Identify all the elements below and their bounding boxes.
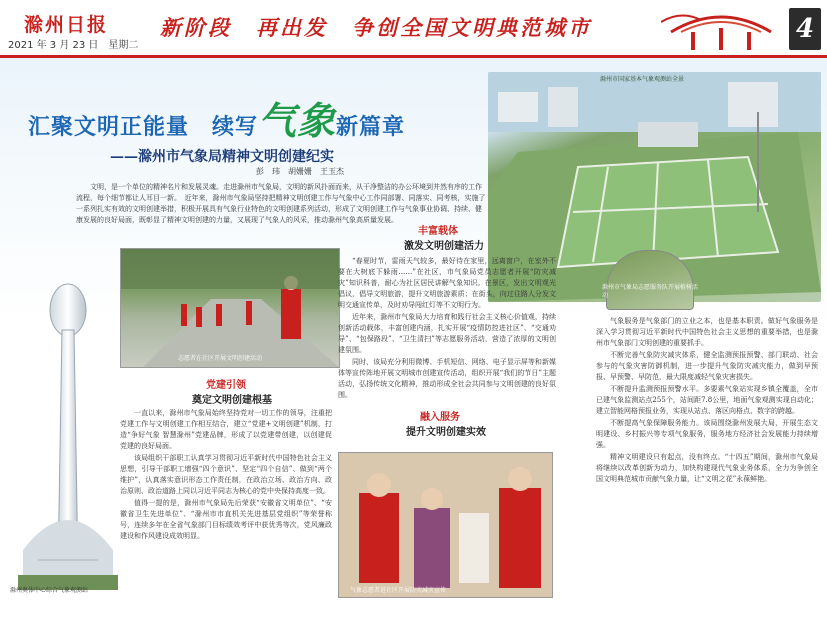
volunteers-indoor-photo xyxy=(338,452,553,598)
main-headline xyxy=(28,90,405,145)
section4-paragraph: 气象服务是气象部门的立业之本，也是基本职责。做好气象服务是深入学习贯彻习近平新时代中国特色社会主义思想的重要举措，也是滁州市气象部门文明创建的重要抓手。 xyxy=(596,317,818,347)
section1-paragraph: 值得一提的是，滁州市气象局先后荣获“安徽省文明单位”、“安徽省卫生先进单位”、“滁州市市直机关先进基层党组织”等荣誉称号，连续多年在全省气象部门目标绩效考评中获优秀等次，党风廉政建设和作风建设成效明显。 xyxy=(120,499,332,540)
slogan-banner: 新阶段 再出发 争创全国文明典范城市 xyxy=(160,15,592,40)
intro-paragraph: 文明，是一个单位的精神名片和发展灵魂。走进滁州市气象局，文明的新风扑面而来，从干净整洁的办公环境到井然有序的工作流程，每个细节都让人耳目一新。 近年来，滁州市气象局坚持把精神文明创建工作与气象中心工作同部署、同落实、同考核，实施了一系列扎实有效的文明创建举措，积极开展具有气象行业特色的文明创建系列活动，形成了文明创建工作与气象事业协调、持续、健康发展的良好局面，既彰显了精神文明创建的力量，又展现了气象人的风采，推动滁州气象高质量发展。 xyxy=(76,183,486,224)
section4-paragraph: 不断提高气象保障服务能力。该局围绕滁州发展大局，开展生态文明建设、乡村振兴等专项气象服务，服务地方经济社会发展能力持续增强。 xyxy=(596,419,818,449)
volunteers-photo-caption: 志愿者在社区开展文明创建活动 xyxy=(178,355,263,362)
section2-paragraph: “春夏时节，雷雨天气较多，最好待在家里，远离窗户，在室外不要在大树底下躲雨……”在社区，市气象局党员志愿者开展“防灾减灾”知识科普，耐心为社区居民讲解气象知识。在景区，发出文明观光倡议，倡导文明旅游，提升文明旅游素质；在街头，向过往路人分发文明交通宣传单，及时劝导闯红灯等不文明行为。 xyxy=(338,257,556,309)
volunteers-photo-illustration xyxy=(121,249,340,368)
headline-part3: 新篇章 xyxy=(336,115,406,140)
section4-paragraph: 不断提升监测预报预警水平。多要素气象站实现乡镇全覆盖，全市已建气象监测站点255个，站间距7.8公里，地面气象观测实现自动化；建立智能网格预报业务，实现从站点、落区向格点、数字的跨越。 xyxy=(596,385,818,415)
issue-date: 2021 年 3 月 23 日 星期二 xyxy=(8,40,139,51)
observation-tower-illustration xyxy=(18,250,118,590)
volunteers-photo xyxy=(120,248,340,368)
section4-paragraph: 精神文明建设只有起点，没有终点。“十四五”期间，滁州市气象局将继续以改革创新为动力，加快构建现代气象业务体系，全力为争创全国文明典范城市贡献气象力量，让“文明之花”永葆鲜艳。 xyxy=(596,453,818,483)
section1-title: 奠定文明创建根基 xyxy=(192,395,272,406)
aerial-photo-caption: 滁州市国家基本气象观测站全景 xyxy=(600,76,685,83)
section1-paragraph: 该局组织干部职工认真学习贯彻习近平新时代中国特色社会主义思想，引导干部职工增强“四个意识”、坚定“四个自信”、做到“两个维护”，认真落实意识形态工作责任制，在政治立场、政治方向、政治原则、政治道路上同以习近平同志为核心的党中央保持高度一致。 xyxy=(120,454,332,495)
section2-title: 激发文明创建活力 xyxy=(404,241,484,252)
masthead xyxy=(0,0,827,56)
section1-kicker: 党建引领 xyxy=(206,380,246,391)
volunteers-indoor-photo-caption: 气象志愿者进社区开展防灾减灾宣传 xyxy=(350,587,447,594)
section1-body xyxy=(120,408,332,543)
subheadline: ——滁州市气象局精神文明创建纪实 xyxy=(110,149,334,165)
tower-caption: 滁州奥体中心综合气象观测站 xyxy=(10,587,89,594)
section2-paragraph: 同时，该局充分利用微博、手机短信、网络、电子显示屏等和新媒体等宣传阵地开展文明城市创建宣传活动，组织开展“我们的节日”主题活动，弘扬传统文化精神，推动形成全社会共同参与文明创建的良好氛围。 xyxy=(338,358,556,399)
page-number: 4 xyxy=(795,14,815,44)
section2-kicker: 丰富载体 xyxy=(418,226,458,237)
headline-part2: 气象 xyxy=(258,98,337,143)
section4-paragraph: 不断完善气象防灾减灾体系，健全监测预报预警、部门联动、社会参与的气象灾害防御机制，进一步提升气象防灾减灾能力，做到早预报、早预警、早防范，最大限度减轻气象灾害损失。 xyxy=(596,351,818,381)
section2-body xyxy=(338,256,556,402)
section3-kicker: 融入服务 xyxy=(420,412,460,423)
byline: 彭 玮 胡姗姗 王玉杰 xyxy=(256,167,344,176)
section4-body xyxy=(596,316,818,486)
tree-planting-photo-caption: 滁州市气象局志愿服务队开展植树活动 xyxy=(602,284,699,299)
section1-paragraph: 一直以来，滁州市气象局始终坚持党对一切工作的领导，注重把党建工作与文明创建工作相互结合，建立“党建+文明创建”机制，打造“争好气象 智慧滁州”党建品牌，形成了以党建带创建，以创建促党建的良好局面。 xyxy=(120,409,332,450)
section2-paragraph: 近年来，滁州市气象局大力培育和践行社会主义核心价值观，持续创新活动载体，丰富创建内涵，扎实开展“疫情防控进社区”、“交通劝导”、“包保路段”、“卫生清扫”等志愿服务活动，营造了浓厚的文明创建氛围。 xyxy=(338,313,556,354)
section3-title: 提升文明创建实效 xyxy=(406,427,486,438)
headline-part1: 汇聚文明正能量 续写 xyxy=(28,115,259,140)
pavilion-illustration xyxy=(661,2,781,52)
volunteers-indoor-photo-illustration xyxy=(339,453,553,598)
newspaper-logo: 滁州日报 xyxy=(24,14,109,36)
